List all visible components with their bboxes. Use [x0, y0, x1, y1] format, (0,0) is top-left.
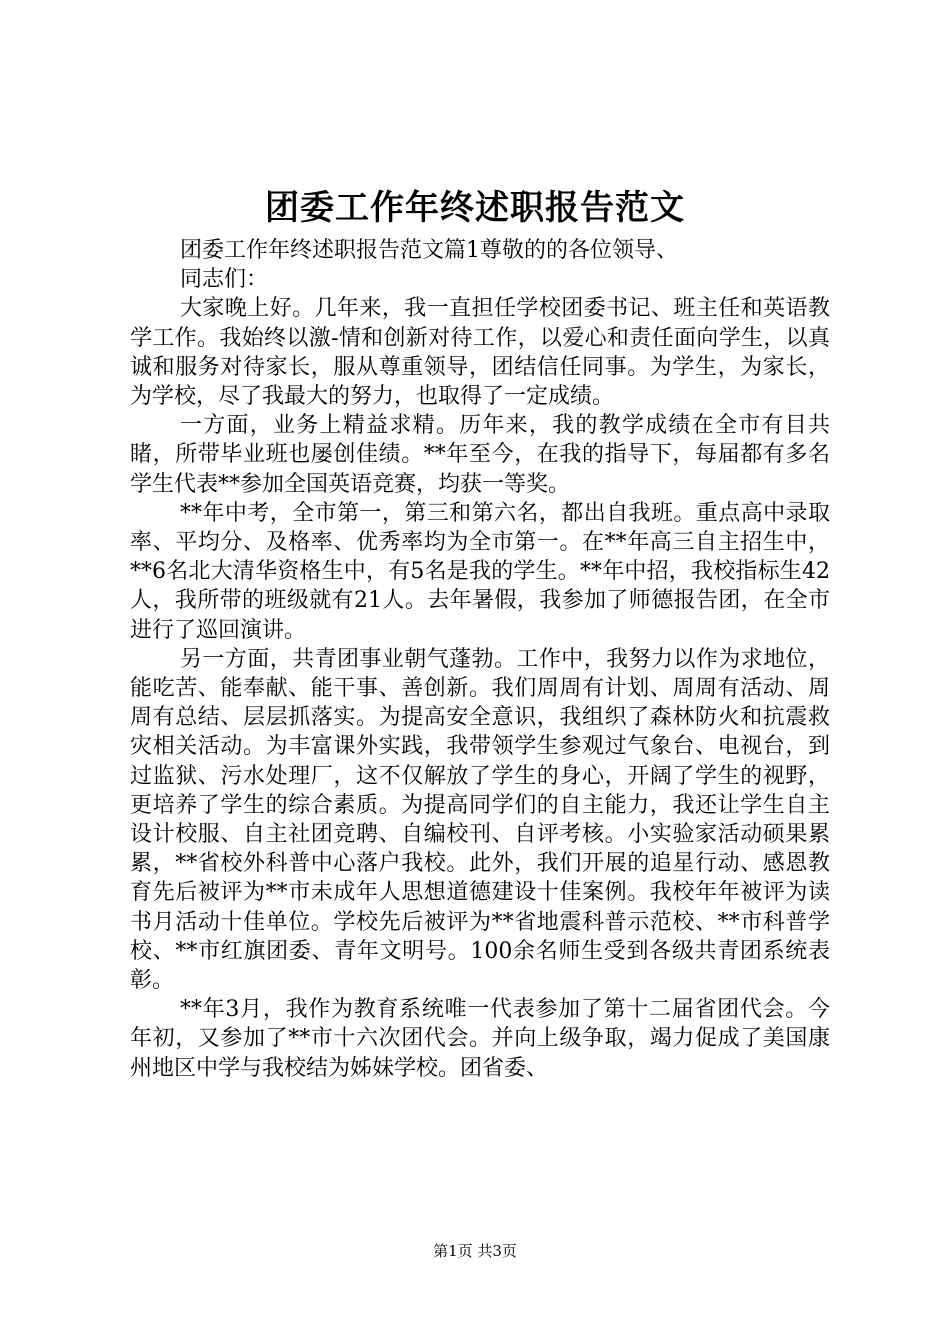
paragraph-7: **年3月，我作为教育系统唯一代表参加了第十二届省团代会。今年初，又参加了**市十六次团代会。并向上级争取，竭力促成了美国康州地区中学与我校结为姊妹学校。团省委、 — [130, 997, 830, 1081]
document-body — [130, 236, 830, 1083]
paragraph-3: 大家晚上好。几年来，我一直担任学校团委书记、班主任和英语教学工作。我始终以激-情和创新对待工作，以爱心和责任面向学生，以真诚和服务对待家长，服从尊重领导，团结信任同事。为学生，为家长，为学校，尽了我最大的努力，也取得了一定成绩。 — [130, 296, 830, 410]
document-title: 团委工作年终述职报告范文 — [265, 188, 685, 228]
paragraph-1: 团委工作年终述职报告范文篇1尊敬的的各位领导、 — [180, 238, 678, 263]
paragraph-2: 同志们： — [180, 267, 269, 293]
page-number-footer: 第1页 共3页 — [433, 1242, 517, 1260]
paragraph-4: 一方面，业务上精益求精。历年来，我的教学成绩在全市有目共睹，所带毕业班也屡创佳绩。**年至今，在我的指导下，每届都有多名学生代表**参加全国英语竞赛，均获一等奖。 — [130, 413, 830, 497]
paragraph-5: **年中考，全市第一，第三和第六名，都出自我班。重点高中录取率、平均分、及格率、优秀率均为全市第一。在**年高三自主招生中，**6名北大清华资格生中，有5名是我的学生。**年中招，我校指标生42人，我所带的班级就有21人。去年暑假，我参加了师德报告团，在全市进行了巡回演讲。 — [130, 500, 830, 643]
paragraph-6: 另一方面，共青团事业朝气蓬勃。工作中，我努力以作为求地位，能吃苦、能奉献、能干事、善创新。我们周周有计划、周周有活动、周周有总结、层层抓落实。为提高安全意识，我组织了森林防火和抗震救灾相关活动。为丰富课外实践，我带领学生参观过气象台、电视台，到过监狱、污水处理厂，这不仅解放了学生的身心，开阔了学生的视野，更培养了学生的综合素质。为提高同学们的自主能力，我还让学生自主设计校服、自主社团竞聘、自编校刊、自评考核。小实验家活动硕果累累，**省校外科普中心落户我校。此外，我们开展的追星行动、感恩教育先后被评为**市未成年人思想道德建设十佳案例。我校年年被评为读书月活动十佳单位。学校先后被评为**省地震科普示范校、**市科普学校、**市红旗团委、青年文明号。100余名师生受到各级共青团系统表彰。 — [130, 646, 830, 994]
